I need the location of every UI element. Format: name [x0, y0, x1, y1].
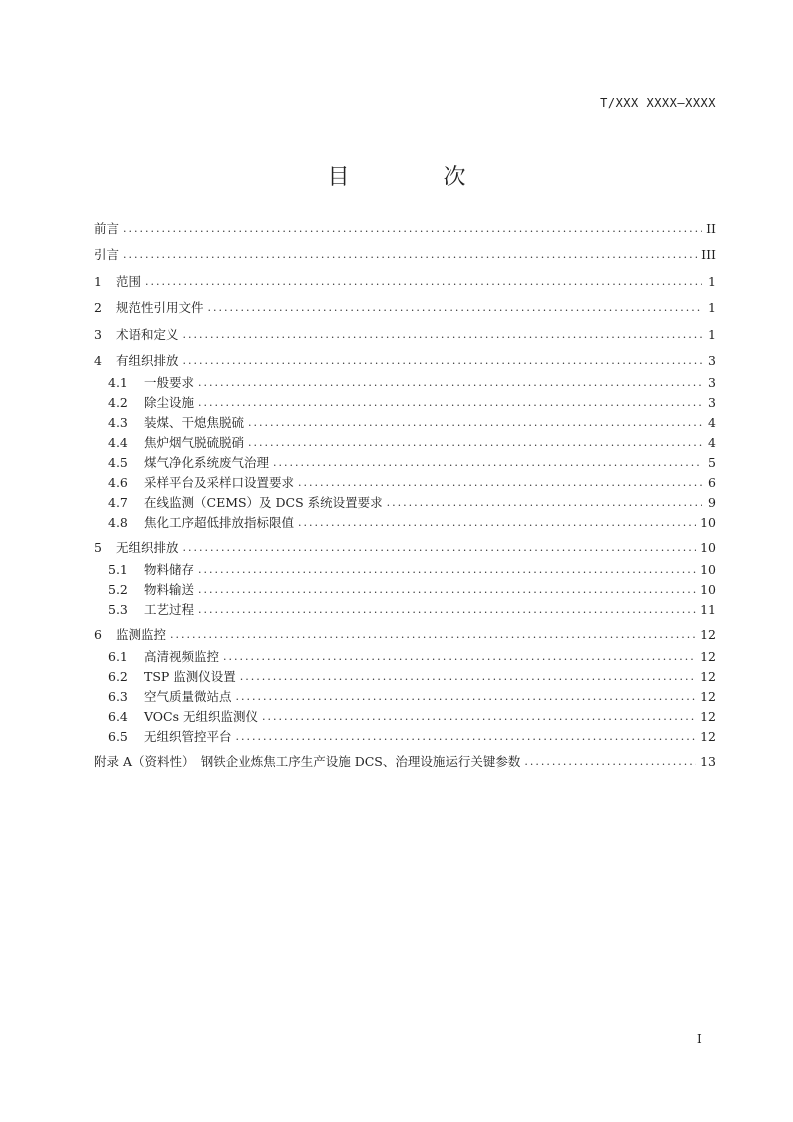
leader-dots	[123, 246, 697, 264]
toc-label: 附录 A（资料性） 钢铁企业炼焦工序生产设施 DCS、治理设施运行关键参数	[94, 754, 521, 769]
toc-page: 10	[700, 582, 716, 597]
toc-number: 4.4	[108, 435, 128, 450]
toc-label: 范围	[116, 274, 142, 289]
leader-dots	[198, 561, 696, 579]
toc-entry-1[interactable]	[94, 273, 716, 291]
toc-label: VOCs 无组织监测仪	[144, 709, 259, 724]
toc-number: 4.5	[108, 455, 128, 470]
toc-page: 1	[708, 274, 716, 289]
leader-dots	[524, 753, 696, 771]
toc-number: 6.5	[108, 729, 128, 744]
toc-number: 5	[94, 540, 102, 555]
toc-entry-appendix-a[interactable]	[94, 753, 716, 771]
toc-number: 6.2	[108, 669, 128, 684]
toc-page: II	[706, 221, 716, 236]
toc-entry-3[interactable]	[94, 326, 716, 344]
toc-page: 10	[700, 540, 716, 555]
document-code: T/XXX XXXX—XXXX	[600, 96, 716, 110]
toc-page: 10	[700, 562, 716, 577]
toc-number: 4	[94, 353, 102, 368]
leader-dots	[198, 581, 696, 599]
leader-dots	[145, 273, 702, 291]
toc-entry-4-2[interactable]	[108, 394, 716, 412]
toc-number: 6.4	[108, 709, 128, 724]
leader-dots	[298, 514, 696, 532]
toc-entry-6-1[interactable]	[108, 648, 716, 666]
toc-number: 5.1	[108, 562, 128, 577]
toc-label: 规范性引用文件	[116, 300, 204, 315]
toc-number: 5.3	[108, 602, 128, 617]
toc-entry-4-8[interactable]	[108, 514, 716, 532]
toc-entry-6-2[interactable]	[108, 668, 716, 686]
leader-dots	[298, 474, 702, 492]
toc-entry-5-1[interactable]	[108, 561, 716, 579]
toc-number: 4.8	[108, 515, 128, 530]
toc-page: 10	[700, 515, 716, 530]
toc-number: 4.1	[108, 375, 128, 390]
toc-number: 6.3	[108, 689, 128, 704]
toc-entry-4-1[interactable]	[108, 374, 716, 392]
toc-page: 12	[700, 649, 716, 664]
toc-label: 物料输送	[144, 582, 195, 597]
leader-dots	[198, 394, 702, 412]
toc-entry-4-7[interactable]	[108, 494, 716, 512]
toc-label: 除尘设施	[144, 395, 195, 410]
leader-dots	[262, 708, 696, 726]
toc-page: 12	[700, 709, 716, 724]
leader-dots	[183, 352, 702, 370]
toc-page: 4	[708, 415, 716, 430]
toc-page: 13	[700, 754, 716, 769]
toc-entry-6-5[interactable]	[108, 728, 716, 746]
toc-number: 4.7	[108, 495, 128, 510]
leader-dots	[273, 454, 702, 472]
toc-entry-6-4[interactable]	[108, 708, 716, 726]
toc-page: 12	[700, 627, 716, 642]
leader-dots	[236, 688, 697, 706]
leader-dots	[387, 494, 702, 512]
toc-label: 无组织排放	[116, 540, 179, 555]
leader-dots	[198, 374, 702, 392]
toc-label: 焦炉烟气脱硫脱硝	[144, 435, 245, 450]
toc-page: 3	[708, 353, 716, 368]
toc-page: 12	[700, 729, 716, 744]
toc-entry-5-3[interactable]	[108, 601, 716, 619]
toc-label: 空气质量微站点	[144, 689, 232, 704]
toc-entry-4-5[interactable]	[108, 454, 716, 472]
toc-page: 11	[700, 602, 716, 617]
leader-dots	[183, 539, 697, 557]
toc-label: 高清视频监控	[144, 649, 220, 664]
toc-page: 3	[708, 375, 716, 390]
toc-number: 4.3	[108, 415, 128, 430]
toc-label: TSP 监测仪设置	[144, 669, 236, 684]
toc-page: 1	[708, 327, 716, 342]
toc-number: 1	[94, 274, 102, 289]
toc-label: 有组织排放	[116, 353, 179, 368]
leader-dots	[248, 414, 702, 432]
toc-label: 焦化工序超低排放指标限值	[144, 515, 295, 530]
leader-dots	[123, 220, 702, 238]
toc-entry-6-3[interactable]	[108, 688, 716, 706]
toc-entry-4-3[interactable]	[108, 414, 716, 432]
toc-label: 在线监测（CEMS）及 DCS 系统设置要求	[144, 495, 383, 510]
toc-title: 目 次	[327, 165, 502, 190]
toc-entry-4-6[interactable]	[108, 474, 716, 492]
toc-label: 无组织管控平台	[144, 729, 232, 744]
leader-dots	[208, 299, 702, 317]
toc-entry-5[interactable]	[94, 539, 716, 557]
toc-number: 4.6	[108, 475, 128, 490]
page-number: I	[697, 1032, 702, 1046]
toc-label: 装煤、干熄焦脱硫	[144, 415, 245, 430]
toc-page: 5	[708, 455, 716, 470]
leader-dots	[223, 648, 696, 666]
toc-label: 煤气净化系统废气治理	[144, 455, 270, 470]
leader-dots	[240, 668, 696, 686]
toc-page: 12	[700, 669, 716, 684]
toc-entry-4[interactable]	[94, 352, 716, 370]
toc-entry-6[interactable]	[94, 626, 716, 644]
leader-dots	[183, 326, 702, 344]
toc-page: 6	[708, 475, 716, 490]
toc-entry-2[interactable]	[94, 299, 716, 317]
toc-number: 2	[94, 300, 102, 315]
toc-number: 4.2	[108, 395, 128, 410]
toc-label: 引言	[94, 247, 120, 262]
toc-page: 4	[708, 435, 716, 450]
toc-entry-5-2[interactable]	[108, 581, 716, 599]
leader-dots	[170, 626, 696, 644]
toc-number: 3	[94, 327, 102, 342]
toc-label: 一般要求	[144, 375, 195, 390]
toc-number: 5.2	[108, 582, 128, 597]
toc-entry-introduction[interactable]	[94, 246, 716, 264]
toc-page: 1	[708, 300, 716, 315]
toc-label: 术语和定义	[116, 327, 179, 342]
toc-entry-foreword[interactable]	[94, 220, 716, 238]
toc-page: 12	[700, 689, 716, 704]
toc-label: 前言	[94, 221, 120, 236]
toc-number: 6.1	[108, 649, 128, 664]
toc-page: 9	[708, 495, 716, 510]
toc-number: 6	[94, 627, 102, 642]
toc-entry-4-4[interactable]	[108, 434, 716, 452]
toc-page: III	[701, 247, 716, 262]
toc-page: 3	[708, 395, 716, 410]
leader-dots	[198, 601, 696, 619]
toc-label: 监测监控	[116, 627, 167, 642]
leader-dots	[236, 728, 697, 746]
leader-dots	[248, 434, 702, 452]
toc-label: 采样平台及采样口设置要求	[144, 475, 295, 490]
toc-label: 物料储存	[144, 562, 195, 577]
toc-label: 工艺过程	[144, 602, 195, 617]
